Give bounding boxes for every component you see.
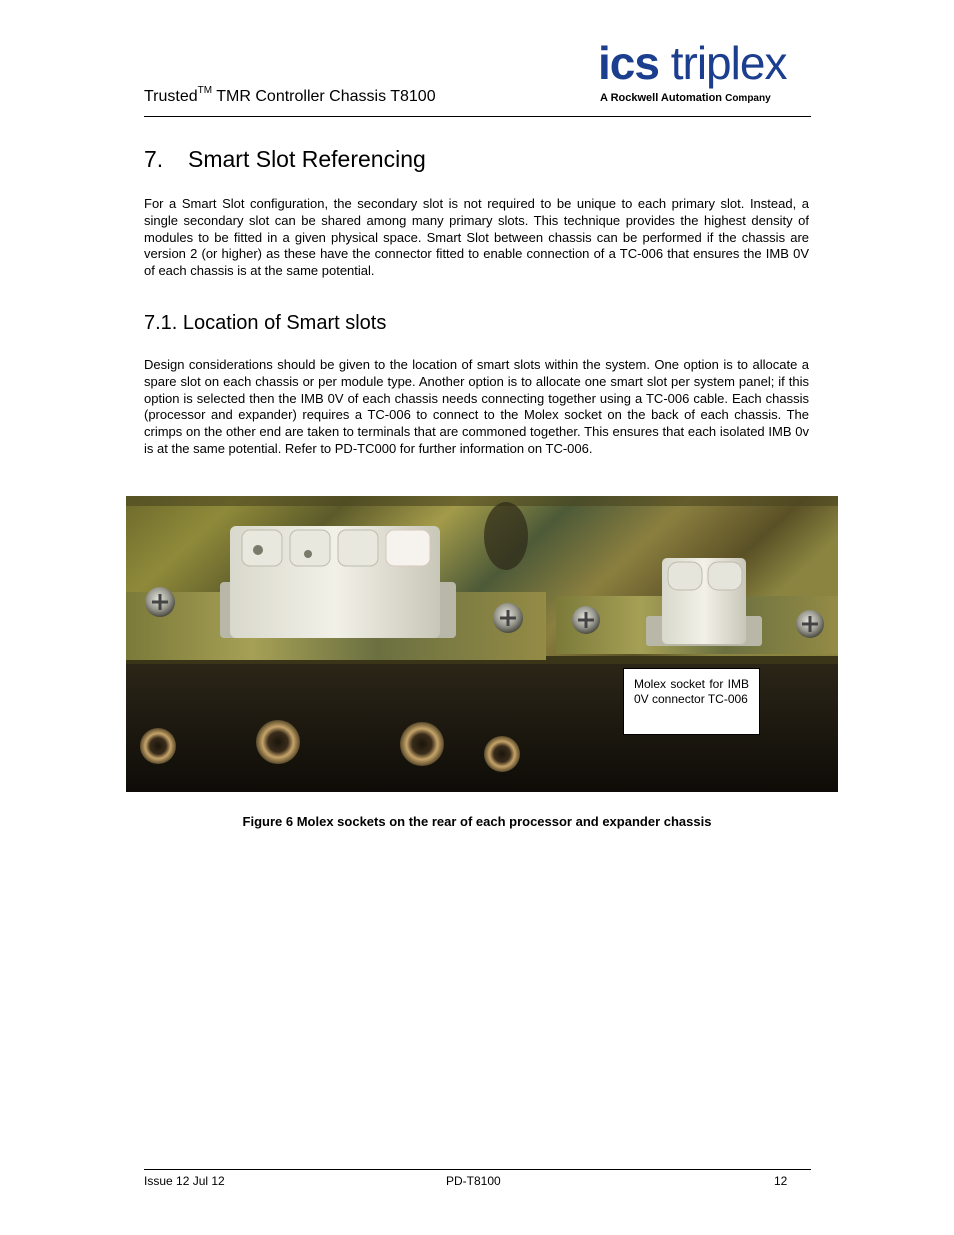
figure-caption: Figure 6 Molex sockets on the rear of each processor and expander chassis bbox=[242, 814, 712, 829]
logo-tagline-company: Company bbox=[725, 93, 771, 104]
section-paragraph: For a Smart Slot configuration, the secondary slot is not required to be unique to each primary slot. Instead, a single secondary slot can be shared among many primary slots. This technique provides the highest density of modules to be fitted in a given physical space. Smart Slot between chassis can be performed if the chassis are version 2 (or higher) as these have the connector fitted to enable connection of a TC-006 that ensures the IMB 0V of each chassis is at the same potential. bbox=[144, 196, 809, 279]
header-title bbox=[144, 84, 436, 106]
header-title-suffix: TMR Controller Chassis T8100 bbox=[212, 88, 436, 105]
logo-triplex: triplex bbox=[658, 37, 787, 89]
logo-tagline-main: A Rockwell Automation bbox=[600, 92, 726, 104]
logo-wordmark bbox=[598, 38, 786, 88]
subsection-paragraph: Design considerations should be given to the location of smart slots within the system. One option is to allocate a spare slot on each chassis or per module type. Another option is to allocate one smart slot per system panel; if this option is selected then the IMB 0V of each chassis needs connecting together using a TC-006 cable. Each chassis (processor and expander) requires a TC-006 to connect to the Molex socket on the back of each chassis. The crimps on the other end are taken to terminals that are commoned together. This ensures that each isolated IMB 0v is at the same potential. Refer to PD-TC000 for further information on TC-006. bbox=[144, 357, 809, 456]
logo-ics: ics bbox=[598, 37, 659, 89]
footer-page-number: 12 bbox=[774, 1174, 788, 1188]
header-title-prefix: Trusted bbox=[144, 88, 198, 105]
subsection-heading: 7.1. Location of Smart slots bbox=[144, 312, 387, 334]
chassis-photo-illustration bbox=[126, 496, 838, 792]
trademark-mark: TM bbox=[197, 84, 213, 96]
header-divider bbox=[144, 116, 811, 117]
logo-tagline bbox=[600, 92, 771, 104]
molex-socket-callout: Molex socket for IMB 0V connector TC-006 bbox=[623, 668, 760, 735]
footer-divider bbox=[144, 1169, 811, 1170]
ics-triplex-logo bbox=[598, 38, 812, 110]
section-heading bbox=[144, 146, 426, 173]
footer-document-id: PD-T8100 bbox=[446, 1174, 501, 1188]
chassis-photo bbox=[126, 496, 838, 792]
section-number: 7. bbox=[144, 146, 164, 172]
section-title: Smart Slot Referencing bbox=[188, 146, 426, 172]
footer-issue: Issue 12 Jul 12 bbox=[144, 1174, 225, 1188]
